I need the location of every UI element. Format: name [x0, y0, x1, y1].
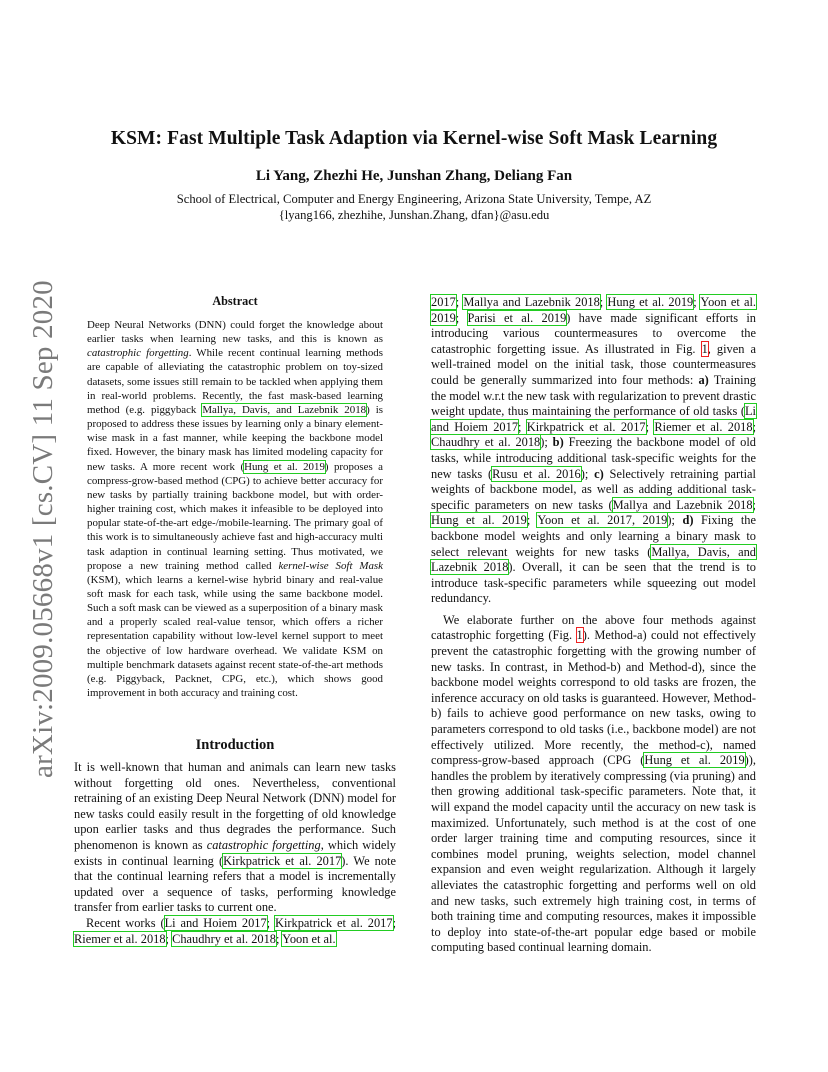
citation-link[interactable]: Rusu et al. 2016	[492, 466, 581, 481]
figure-link[interactable]: 1	[701, 341, 708, 356]
citation-link[interactable]: Yoon et al.	[282, 931, 336, 946]
citation-link[interactable]: Hung et al. 2019	[644, 753, 745, 768]
citation-link[interactable]: Mallya and Lazebnik 2018	[463, 295, 600, 309]
paragraph: We elaborate further on the above four methods against catastrophic forgetting (Fig. 1). Method-a) could not effectively prevent the catastrophic forgetting with the growing number of new tasks. In contrast, in Method-b) and Method-d), since the backbone model weights correspond to old tasks are frozen, the inference accuracy on old tasks is guaranteed. However, Method-b) fails to achieve good performance on new tasks, owing to parameters correspond to old tasks (i.e., backbone model) are not effectively utilized. More recently, the method-c), named compress-grow-based approach (CPG (Hung et al. 2019)), handles the problem by iteratively compressing (via pruning) and then growing additional task-specific parameters. Note that, it will expand the model capacity until the accuracy on new task is maximized. Unfortunately, such method is at the cost of one order larger training time and computing resources, since it combines model pruning, weights selection, model channel expansion and even weight regularization. Although it largely alleviates the catastrophic forgetting and performs well on old and new tasks, such extremely high training cost, in terms of both training time and computing resources, makes it impossible to deploy into state-of-the-art popular edge based or mobile computing based continual learning domain.	[431, 612, 756, 955]
citation-link[interactable]: Riemer et al. 2018	[74, 931, 166, 946]
paragraph: It is well-known that human and animals can learn new tasks without forgetting old ones. Nevertheless, conventional retraining of an existing Deep Neural Network (DNN) model for new tasks could easily result in the forgetting of old knowledge upon earlier tasks and thus degrades the performance. Such phenomenon is known as catastrophic forgetting, which widely exists in continual learning (Kirkpatrick et al. 2017). We note that the continual learning refers that a model is incrementally updated over a sequence of tasks, performing knowledge transfer from earlier tasks to current one.	[74, 760, 396, 915]
paragraph: Recent works (Li and Hoiem 2017; Kirkpatrick et al. 2017; Riemer et al. 2018; Chaudhry et al. 2018; Yoon et al.	[74, 915, 397, 946]
introduction-body	[74, 760, 396, 947]
affiliation-block	[0, 191, 828, 223]
affiliation: School of Electrical, Computer and Energy Engineering, Arizona State University, Tempe, AZ	[176, 192, 652, 206]
citation-link[interactable]: Li and Hoiem 2017	[431, 404, 756, 434]
paragraph: 2017; Mallya and Lazebnik 2018; Hung et al. 2019; Yoon et al. 2019; Parisi et al. 2019) have made significant efforts in introducing various countermeasures to overcome the catastrophic forgetting issue. As illustrated in Fig. 1, given a well-trained model on the initial task, those countermeasures could be generally summarized into four methods: a) Training the model w.r.t the new task with regularization to prevent drastic weight update, thus maintaining the performance of old tasks (Li and Hoiem 2017; Kirkpatrick et al. 2017; Riemer et al. 2018; Chaudhry et al. 2018); b) Freezing the backbone model of old tasks, while introducing additional task-specific weights for the new tasks (Rusu et al. 2016); c) Selectively retraining partial weights of backbone model, as well as adding additional task-specific parameters on new tasks (Mallya and Lazebnik 2018; Hung et al. 2019; Yoon et al. 2017, 2019); d) Fixing the backbone model weights and only learning a binary mask to select relevant weights for new tasks (Mallya, Davis, and Lazebnik 2018). Overall, it can be seen that the trend is to introduce task-specific parameters while squeezing out model redundancy.	[431, 295, 757, 606]
citation-link[interactable]: Yoon et al. 2019	[431, 295, 756, 325]
citation-link[interactable]: 2017	[431, 295, 456, 309]
citation-link[interactable]: Hung et al. 2019	[244, 460, 325, 473]
citation-link[interactable]: Li and Hoiem 2017	[164, 915, 267, 930]
citation-link[interactable]: Hung et al. 2019	[431, 513, 527, 528]
author-emails: {lyang166, zhezhihe, Junshan.Zhang, dfan}@asu.edu	[278, 208, 550, 222]
citation-link[interactable]: Mallya, Davis, and Lazebnik 2018	[202, 403, 367, 416]
citation-link[interactable]: Hung et al. 2019	[607, 295, 694, 309]
citation-link[interactable]: Parisi et al. 2019	[467, 310, 567, 325]
arxiv-stamp: arXiv:2009.05668v1 [cs.CV] 11 Sep 2020	[27, 280, 59, 778]
figure-link[interactable]: 1	[576, 628, 583, 643]
citation-link[interactable]: Chaudhry et al. 2018	[431, 435, 541, 450]
citation-link[interactable]: Kirkpatrick et al. 2017	[526, 419, 646, 434]
abstract-body: Deep Neural Networks (DNN) could forget the knowledge about earlier tasks when learning new tasks, and this is known as catastrophic forgetting. While recent continual learning methods are capable of alleviating the catastrophic problem on toy-sized datasets, some issues still remain to be tackled when applying them in real-world problems. Recently, the fast mask-based learning method (e.g. piggyback Mallya, Davis, and Lazebnik 2018) is proposed to address these issues by learning only a binary element-wise mask in a fast manner, while keeping the backbone model fixed. However, the binary mask has limited modeling capacity for new tasks. A more recent work (Hung et al. 2019) proposes a compress-grow-based method (CPG) to achieve better accuracy for new tasks by partially training backbone model, but with order-higher training cost, which makes it infeasible to be deployed into popular state-of-the-art edge-/mobile-learning. The primary goal of this work is to simultaneously achieve fast and high-accuracy multi task adaption in continual learning setting. Thus motivated, we propose a new training method called kernel-wise Soft Mask (KSM), which learns a kernel-wise hybrid binary and real-value soft mask for each task, while using the same backbone model. Such a soft mask can be viewed as a superposition of a binary mask and a properly scaled real-value tensor, which offers a richer representation capability without low-level kernel support to meet the objective of low hardware overhead. We validate KSM on multiple benchmark datasets against recent state-of-the-art methods (e.g. Piggyback, Packnet, CPG, etc.), which shows good improvement in both accuracy and training cost.	[87, 319, 383, 700]
citation-link[interactable]: Riemer et al. 2018	[654, 419, 753, 434]
paper-title: KSM: Fast Multiple Task Adaption via Kernel-wise Soft Mask Learning	[110, 128, 718, 149]
citation-link[interactable]: Kirkpatrick et al. 2017	[275, 915, 393, 930]
citation-link[interactable]: Yoon et al. 2017, 2019	[537, 513, 668, 528]
citation-link[interactable]: Mallya, Davis, and Lazebnik 2018	[431, 544, 756, 575]
citation-link[interactable]: Kirkpatrick et al. 2017	[223, 853, 342, 868]
section-heading-introduction: Introduction	[195, 737, 275, 753]
abstract-heading: Abstract	[212, 294, 258, 308]
citation-link[interactable]: Chaudhry et al. 2018	[172, 931, 277, 946]
citation-link[interactable]: Mallya and Lazebnik 2018	[612, 497, 753, 512]
author-list: Li Yang, Zhezhi He, Junshan Zhang, Deliang Fan	[255, 168, 573, 184]
right-column-body	[431, 295, 756, 956]
